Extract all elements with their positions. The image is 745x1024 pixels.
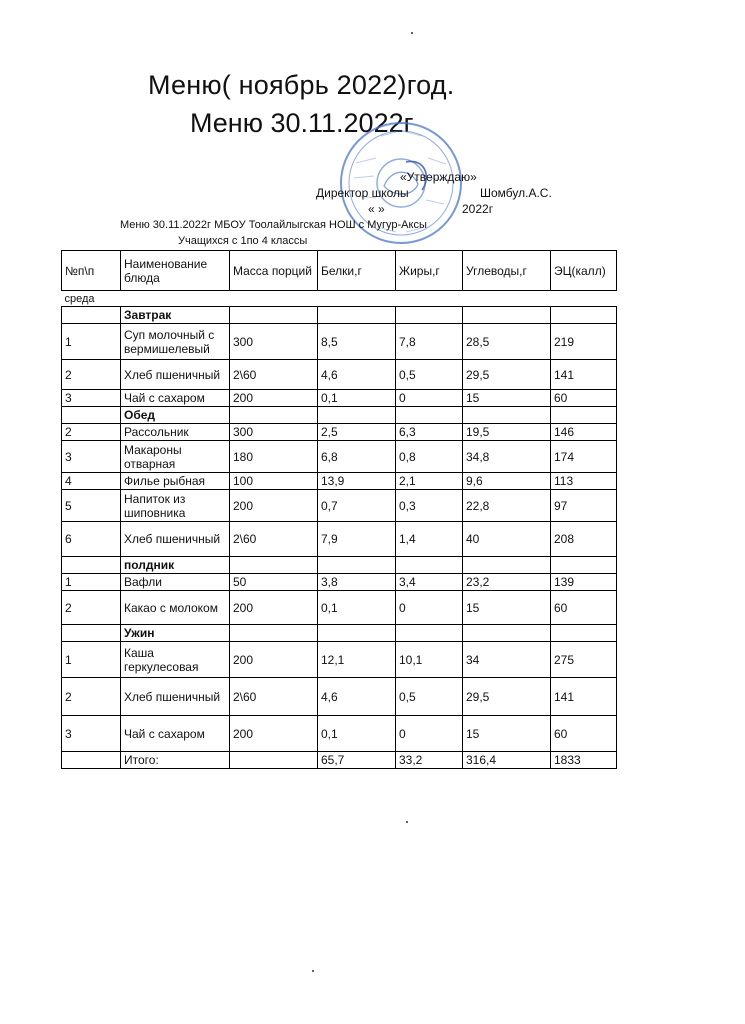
table-cell: 15 (463, 591, 551, 625)
empty-cell (463, 557, 551, 574)
approval-line1: «Утверждаю» (400, 170, 477, 184)
menu-table (61, 250, 617, 769)
empty-cell (463, 407, 551, 424)
table-cell: 60 (551, 591, 617, 625)
table-cell: 15 (463, 716, 551, 752)
table-row (62, 441, 617, 473)
column-header: Углеводы,г (463, 251, 551, 291)
table-cell: Суп молочный с вермишелевый (121, 324, 230, 360)
table-cell: Вафли (121, 574, 230, 591)
table-cell: 9,6 (463, 473, 551, 490)
table-cell: 139 (551, 574, 617, 591)
table-cell: 275 (551, 642, 617, 678)
total-cell: 65,7 (318, 752, 396, 769)
table-cell: Филье рыбная (121, 473, 230, 490)
scan-speck (406, 821, 408, 823)
total-row (62, 752, 617, 769)
column-header: ЭЦ(калл) (551, 251, 617, 291)
section-name: полдник (121, 557, 230, 574)
section-header-row (62, 625, 617, 642)
scan-speck (312, 970, 314, 972)
table-row (62, 473, 617, 490)
table-cell: 0,1 (318, 390, 396, 407)
empty-cell (62, 625, 121, 642)
table-cell: 0,1 (318, 591, 396, 625)
empty-cell (551, 407, 617, 424)
table-cell: 141 (551, 678, 617, 716)
day-label-row (62, 291, 617, 307)
table-cell: 200 (230, 490, 318, 522)
empty-cell (318, 407, 396, 424)
table-cell: 60 (551, 390, 617, 407)
table-cell: 219 (551, 324, 617, 360)
table-row (62, 424, 617, 441)
table-cell: 13,9 (318, 473, 396, 490)
table-cell: Макароны отварная (121, 441, 230, 473)
table-cell: 5 (62, 490, 121, 522)
table-cell: 19,5 (463, 424, 551, 441)
table-row (62, 642, 617, 678)
table-cell: 40 (463, 522, 551, 557)
table-cell: 6,3 (396, 424, 463, 441)
approval-year: 2022г (462, 202, 494, 216)
table-cell: 2 (62, 678, 121, 716)
day-label: среда (62, 291, 617, 307)
table-row (62, 716, 617, 752)
table-cell: 7,9 (318, 522, 396, 557)
table-cell: Хлеб пшеничный (121, 522, 230, 557)
table-cell: 1 (62, 642, 121, 678)
table-cell: 60 (551, 716, 617, 752)
table-cell: 174 (551, 441, 617, 473)
table-cell: 4 (62, 473, 121, 490)
section-header-row (62, 557, 617, 574)
table-cell: 3,8 (318, 574, 396, 591)
table-cell: 0,1 (318, 716, 396, 752)
empty-cell (230, 557, 318, 574)
table-cell: 300 (230, 424, 318, 441)
total-cell: 33,2 (396, 752, 463, 769)
table-cell: 34,8 (463, 441, 551, 473)
table-cell: 0,3 (396, 490, 463, 522)
empty-cell (396, 407, 463, 424)
table-cell: Рассольник (121, 424, 230, 441)
table-cell: 100 (230, 473, 318, 490)
table-cell: 2\60 (230, 678, 318, 716)
table-cell: 0,7 (318, 490, 396, 522)
table-cell: 1,4 (396, 522, 463, 557)
table-cell: 50 (230, 574, 318, 591)
column-header: Жиры,г (396, 251, 463, 291)
table-cell: 3 (62, 716, 121, 752)
table-cell: 300 (230, 324, 318, 360)
table-cell: 10,1 (396, 642, 463, 678)
table-cell: 200 (230, 716, 318, 752)
section-name: Ужин (121, 625, 230, 642)
subtitle-school: Меню 30.11.2022г МБОУ Тоолайлыгская НОШ с Мугур-Аксы (120, 219, 427, 231)
table-cell: 200 (230, 642, 318, 678)
table-cell: 12,1 (318, 642, 396, 678)
page-title-line2: Меню 30.11.2022г (190, 108, 414, 138)
table-cell: 0 (396, 591, 463, 625)
table-row (62, 360, 617, 390)
table-row (62, 324, 617, 360)
table-cell: 1 (62, 574, 121, 591)
empty-cell (551, 557, 617, 574)
column-header: №п\п (62, 251, 121, 291)
column-header: Масса порций (230, 251, 318, 291)
empty-cell (396, 307, 463, 324)
table-cell: 2,5 (318, 424, 396, 441)
section-name: Завтрак (121, 307, 230, 324)
table-cell: Напиток из шиповника (121, 490, 230, 522)
table-cell: 3 (62, 390, 121, 407)
approval-director-name: Шомбул.А.С. (480, 186, 552, 200)
table-cell: 3 (62, 441, 121, 473)
table-cell: 34 (463, 642, 551, 678)
table-cell: 146 (551, 424, 617, 441)
table-cell: 23,2 (463, 574, 551, 591)
empty-cell (62, 307, 121, 324)
page-title-line1: Меню( ноябрь 2022)год. (148, 70, 455, 100)
table-cell: 8,5 (318, 324, 396, 360)
table-cell: 2 (62, 424, 121, 441)
empty-cell (62, 407, 121, 424)
table-cell: 3,4 (396, 574, 463, 591)
table-cell: 28,5 (463, 324, 551, 360)
total-cell: 316,4 (463, 752, 551, 769)
table-cell: Чай с сахаром (121, 716, 230, 752)
table-cell: Каша геркулесовая (121, 642, 230, 678)
table-cell: 0,8 (396, 441, 463, 473)
empty-cell (396, 625, 463, 642)
approval-date-blank: « » (368, 202, 385, 216)
table-cell: 200 (230, 390, 318, 407)
table-row (62, 591, 617, 625)
empty-cell (551, 625, 617, 642)
empty-cell (318, 557, 396, 574)
table-cell: 2,1 (396, 473, 463, 490)
section-header-row (62, 307, 617, 324)
table-cell: 29,5 (463, 360, 551, 390)
table-cell: 29,5 (463, 678, 551, 716)
column-header: Наименование блюда (121, 251, 230, 291)
table-cell: 0,5 (396, 360, 463, 390)
empty-cell (463, 625, 551, 642)
section-header-row (62, 407, 617, 424)
table-cell: 113 (551, 473, 617, 490)
empty-cell (396, 557, 463, 574)
scan-speck (411, 32, 413, 34)
table-cell: 141 (551, 360, 617, 390)
empty-cell (230, 307, 318, 324)
table-cell: 2 (62, 360, 121, 390)
total-cell: 1833 (551, 752, 617, 769)
table-cell: Какао с молоком (121, 591, 230, 625)
table-cell: 208 (551, 522, 617, 557)
table-row (62, 574, 617, 591)
table-cell: 2\60 (230, 360, 318, 390)
table-cell: 7,8 (396, 324, 463, 360)
total-cell: Итого: (121, 752, 230, 769)
table-cell: Хлеб пшеничный (121, 678, 230, 716)
table-cell: 2\60 (230, 522, 318, 557)
approval-director-label: Директор школы (316, 186, 409, 200)
column-header: Белки,г (318, 251, 396, 291)
table-cell: 6,8 (318, 441, 396, 473)
empty-cell (230, 625, 318, 642)
table-cell: 15 (463, 390, 551, 407)
table-row (62, 522, 617, 557)
table-cell: 2 (62, 591, 121, 625)
table-cell: 22,8 (463, 490, 551, 522)
table-cell: 97 (551, 490, 617, 522)
table-header-row (62, 251, 617, 291)
table-row (62, 678, 617, 716)
empty-cell (463, 307, 551, 324)
subtitle-grades: Учащихся с 1по 4 классы (178, 235, 308, 247)
table-row (62, 390, 617, 407)
table-cell: 200 (230, 591, 318, 625)
table-cell: 0 (396, 390, 463, 407)
empty-cell (551, 307, 617, 324)
empty-cell (318, 307, 396, 324)
total-cell (62, 752, 121, 769)
section-name: Обед (121, 407, 230, 424)
table-cell: 0,5 (396, 678, 463, 716)
total-cell (230, 752, 318, 769)
empty-cell (230, 407, 318, 424)
table-cell: 4,6 (318, 678, 396, 716)
table-row (62, 490, 617, 522)
table-cell: 1 (62, 324, 121, 360)
table-cell: 4,6 (318, 360, 396, 390)
table-cell: 180 (230, 441, 318, 473)
table-cell: Чай с сахаром (121, 390, 230, 407)
table-cell: 6 (62, 522, 121, 557)
empty-cell (62, 557, 121, 574)
empty-cell (318, 625, 396, 642)
table-cell: 0 (396, 716, 463, 752)
table-cell: Хлеб пшеничный (121, 360, 230, 390)
